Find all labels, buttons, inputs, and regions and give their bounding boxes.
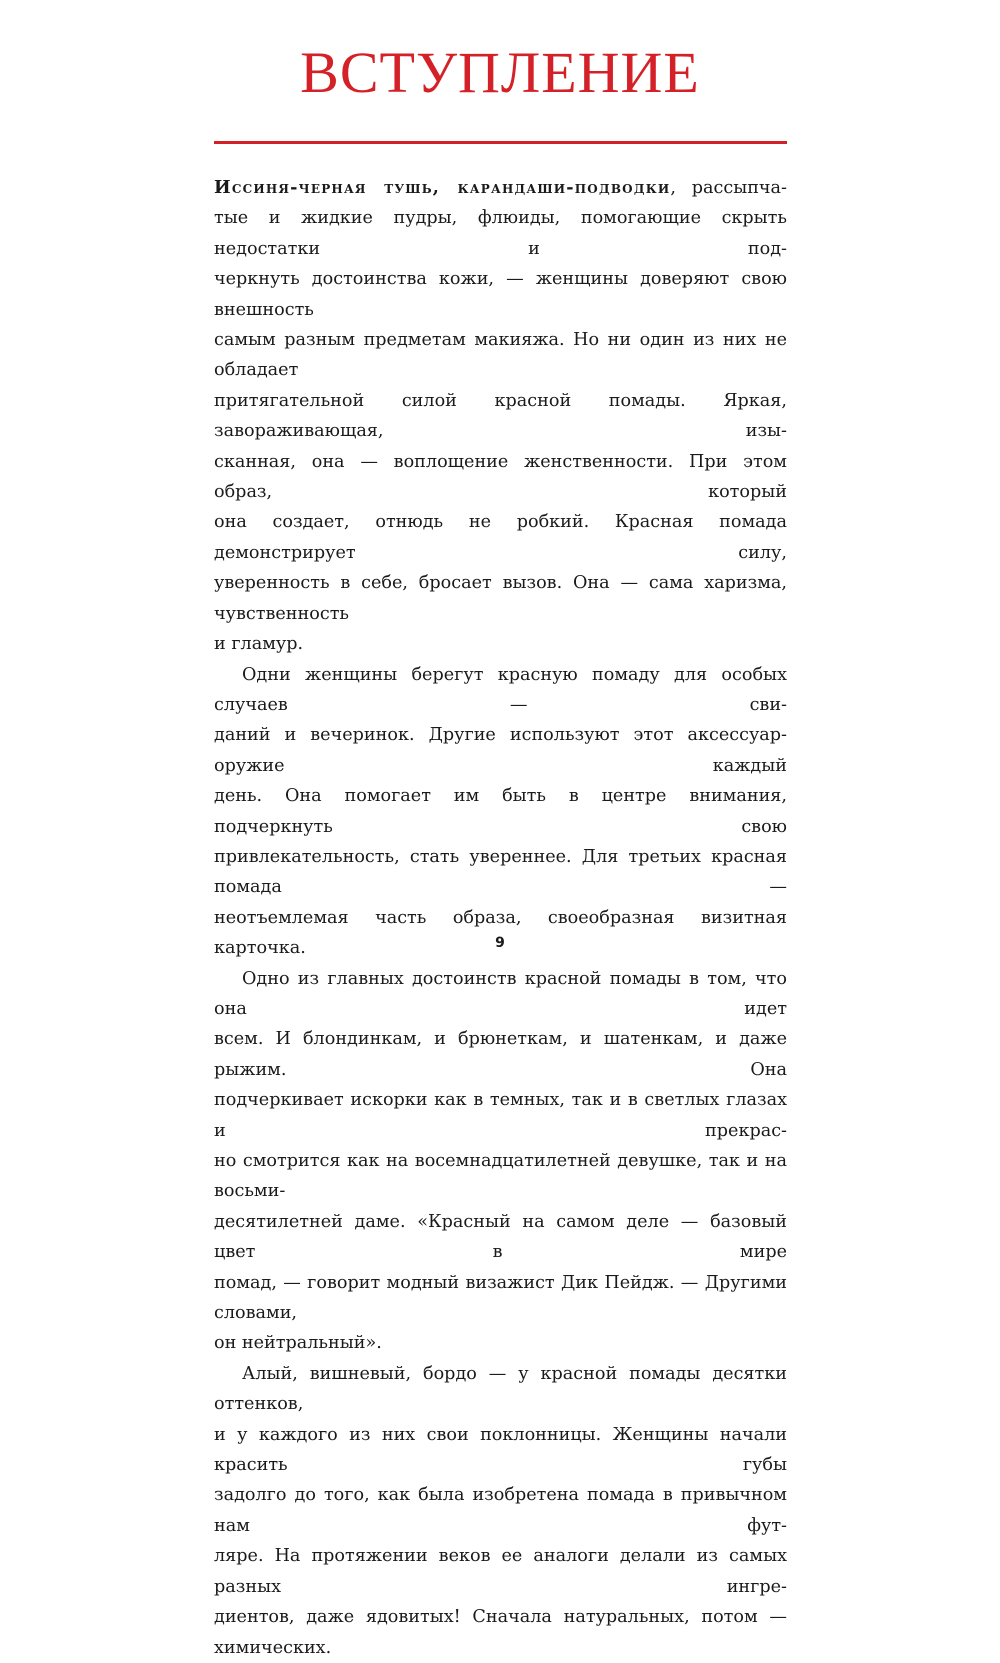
- chapter-title: ВСТУПЛЕНИЕ: [300, 40, 700, 105]
- text-line: день. Она помогает им быть в центре внимания, подчеркнуть свою: [214, 786, 787, 837]
- text-line: неотъемлемая часть образа, своеобразная визитная карточка.: [214, 907, 787, 959]
- text-line: десятилетней даме. «Красный на самом деле — базовый цвет в мире: [214, 1211, 787, 1263]
- text-line: тые и жидкие пудры, флюиды, помогающие скрыть недостатки и под-: [214, 208, 787, 259]
- text-line: она создает, отнюдь не робкий. Красная помада демонстрирует силу,: [214, 512, 787, 563]
- paragraph-1: [214, 173, 787, 660]
- text-line: задолго до того, как была изобретена помада в привычном нам фут-: [214, 1485, 787, 1536]
- lead-in-phrase: Иссиня-черная тушь, карандаши-подводки: [214, 177, 671, 198]
- text-line: притягательной силой красной помады. Яркая, завораживающая, изы-: [214, 390, 787, 442]
- text-line: подчеркивает искорки как в темных, так и в светлых глазах и прекрас-: [214, 1090, 787, 1141]
- text-line: Алый, вишневый, бордо — у красной помады десятки оттенков,: [214, 1363, 787, 1415]
- text-line: но смотрится как на восемнадцатилетней девушке, так и на восьми-: [214, 1151, 787, 1202]
- text-line: помад, — говорит модный визажист Дик Пейдж. — Другими словами,: [214, 1272, 787, 1324]
- text-line: и гламур.: [214, 634, 304, 655]
- title-divider: [214, 141, 787, 144]
- text-line: он нейтральный».: [214, 1333, 382, 1354]
- text-line: ляре. На протяжении веков ее аналоги делали из самых разных ингре-: [214, 1546, 787, 1597]
- page-number: 9: [495, 935, 505, 951]
- text-line: и у каждого из них свои поклонницы. Женщины начали красить губы: [214, 1424, 787, 1476]
- paragraph-2: [214, 660, 787, 964]
- text-line: диентов, даже ядовитых! Сначала натуральных, потом — химических.: [214, 1607, 787, 1658]
- text-line: [214, 173, 787, 203]
- text-line: уверенность в себе, бросает вызов. Она — сама харизма, чувственность: [214, 573, 787, 624]
- text-line: всем. И блондинкам, и брюнеткам, и шатенкам, и даже рыжим. Она: [214, 1029, 787, 1080]
- text-fragment: , рассыпча-: [670, 178, 787, 198]
- text-line: Одно из главных достоинств красной помады в том, что она идет: [214, 968, 787, 1019]
- paragraph-4: [214, 1359, 787, 1663]
- paragraph-3: [214, 964, 787, 1359]
- text-line: даний и вечеринок. Другие используют этот аксессуар-оружие каждый: [214, 725, 787, 776]
- text-line: черкнуть достоинства кожи, — женщины доверяют свою внешность: [214, 269, 787, 320]
- text-line: самым разным предметам макияжа. Но ни один из них не обладает: [214, 330, 787, 381]
- text-line: сканная, она — воплощение женственности. При этом образ, который: [214, 451, 787, 503]
- text-line: привлекательность, стать увереннее. Для третьих красная помада —: [214, 846, 787, 898]
- text-line: Одни женщины берегут красную помаду для особых случаев — сви-: [214, 664, 787, 715]
- chapter-body: [214, 173, 787, 1663]
